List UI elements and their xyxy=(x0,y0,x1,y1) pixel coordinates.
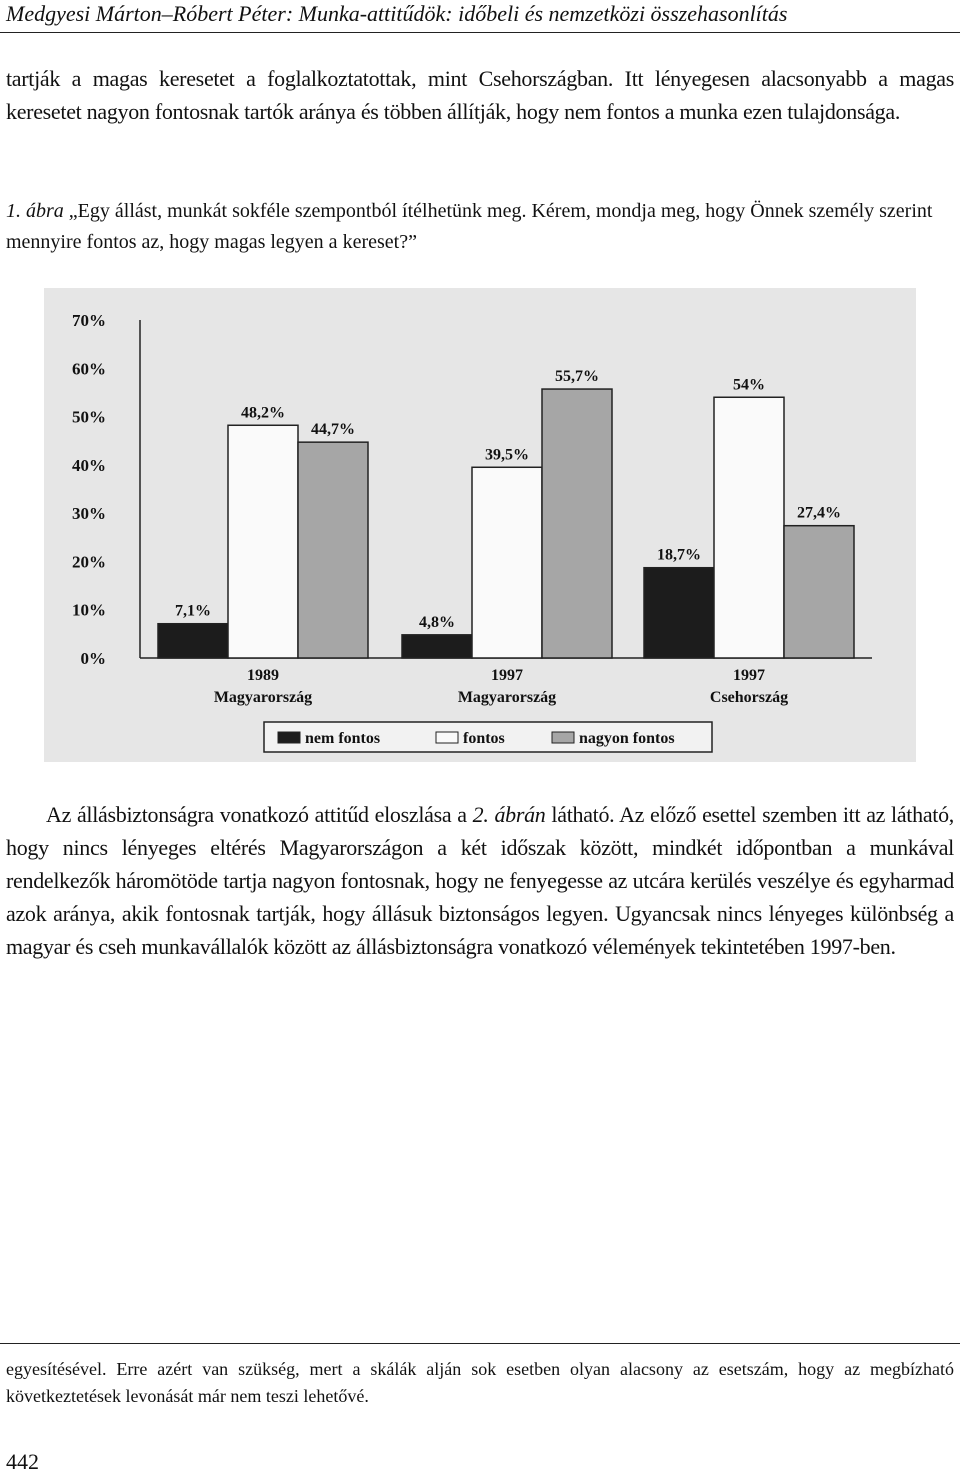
data-label: 44,7% xyxy=(311,421,355,439)
data-label: 48,2% xyxy=(241,404,285,422)
x-year-label: 1989 xyxy=(247,667,279,684)
bar-nagyon-fontos-1 xyxy=(542,389,612,658)
data-label: 18,7% xyxy=(657,546,701,564)
running-header: Medgyesi Márton–Róbert Péter: Munka-attitűdök: időbeli és nemzetközi összehasonlítás xyxy=(6,1,788,26)
header-divider xyxy=(0,32,960,33)
footnote: egyesítésével. Erre azért van szükség, mert a skálák alján sok esetben olyan alacsony az esetszám, hogy az megbízható következtetések levonását már nem teszi lehetővé. xyxy=(6,1359,954,1406)
y-tick-label: 30% xyxy=(72,504,106,524)
figure-number: 1. ábra xyxy=(6,200,64,222)
legend-swatch-fontos xyxy=(436,732,458,743)
figure-reference: 2. ábrán xyxy=(472,802,546,827)
bar-nem-fontos-2 xyxy=(644,568,714,658)
x-year-label: 1997 xyxy=(491,667,523,684)
x-country-label: Csehország xyxy=(709,689,789,706)
page-number: 442 xyxy=(6,1449,39,1474)
figure-caption-text: „Egy állást, munkát sokféle szempontból ítélhetünk meg. Kérem, mondja meg, hogy Önnek személy szerint mennyire fontos az, hogy magas legyen a kereset?” xyxy=(6,200,933,253)
data-label: 27,4% xyxy=(797,504,841,522)
data-label: 7,1% xyxy=(175,602,211,620)
x-country-label: Magyarország xyxy=(457,689,557,706)
legend-label: nagyon fontos xyxy=(579,730,675,747)
bar-fontos-1 xyxy=(472,467,542,658)
data-label: 54% xyxy=(733,376,765,394)
data-label: 4,8% xyxy=(419,613,455,631)
bar-fontos-2 xyxy=(714,397,784,658)
bar-nem-fontos-1 xyxy=(402,635,472,658)
bar-chart-figure xyxy=(44,288,916,762)
bar-nagyon-fontos-0 xyxy=(298,442,368,658)
paragraph-2-text-b: látható. Az előző esettel szemben itt az látható, hogy nincs lényeges eltérés Magyarországon a két időszak között, mindkét időpontban a munkával rendelkezők háromötöde tartja nagyon fontosnak, hogy ne fenyegesse az utcára kerülés veszélye és egyharmad azok aránya, akik fontosnak tartják, hogy állásuk biztonságos legyen. Ugyancsak nincs lényeges különbség a magyar és cseh munkavállalók között az állásbiztonságra vonatkozó vélemények tekintetében 1997-ben. xyxy=(6,802,954,959)
x-country-label: Magyarország xyxy=(213,689,313,706)
y-tick-label: 20% xyxy=(72,552,106,572)
y-tick-label: 60% xyxy=(72,359,106,379)
y-tick-label: 50% xyxy=(72,407,106,427)
figure-caption xyxy=(6,196,954,258)
bar-chart xyxy=(44,288,916,762)
x-year-label: 1997 xyxy=(733,667,765,684)
bar-nagyon-fontos-2 xyxy=(784,526,854,658)
y-tick-label: 0% xyxy=(80,649,106,668)
bar-nem-fontos-0 xyxy=(158,624,228,658)
data-label: 39,5% xyxy=(485,446,529,464)
bar-fontos-0 xyxy=(228,425,298,658)
y-tick-label: 70% xyxy=(72,311,106,330)
y-tick-label: 40% xyxy=(72,455,106,475)
legend-swatch-nagyon-fontos xyxy=(552,732,574,743)
paragraph-2-text-a: Az állásbiztonságra vonatkozó attitűd eloszlása a xyxy=(46,802,473,827)
y-tick-label: 10% xyxy=(72,600,106,620)
legend-label: fontos xyxy=(463,730,505,747)
data-label: 55,7% xyxy=(555,368,599,386)
footnote-divider xyxy=(0,1343,960,1344)
legend-swatch-nem-fontos xyxy=(278,732,300,743)
legend-label: nem fontos xyxy=(305,730,381,747)
paragraph-1: tartják a magas keresetet a foglalkoztatottak, mint Csehországban. Itt lényegesen alacsonyabb a magas keresetet nagyon fontosnak tartók aránya és többen állítják, hogy nem fontos a munka ezen tulajdonsága. xyxy=(6,66,954,124)
paragraph-2 xyxy=(6,798,954,963)
